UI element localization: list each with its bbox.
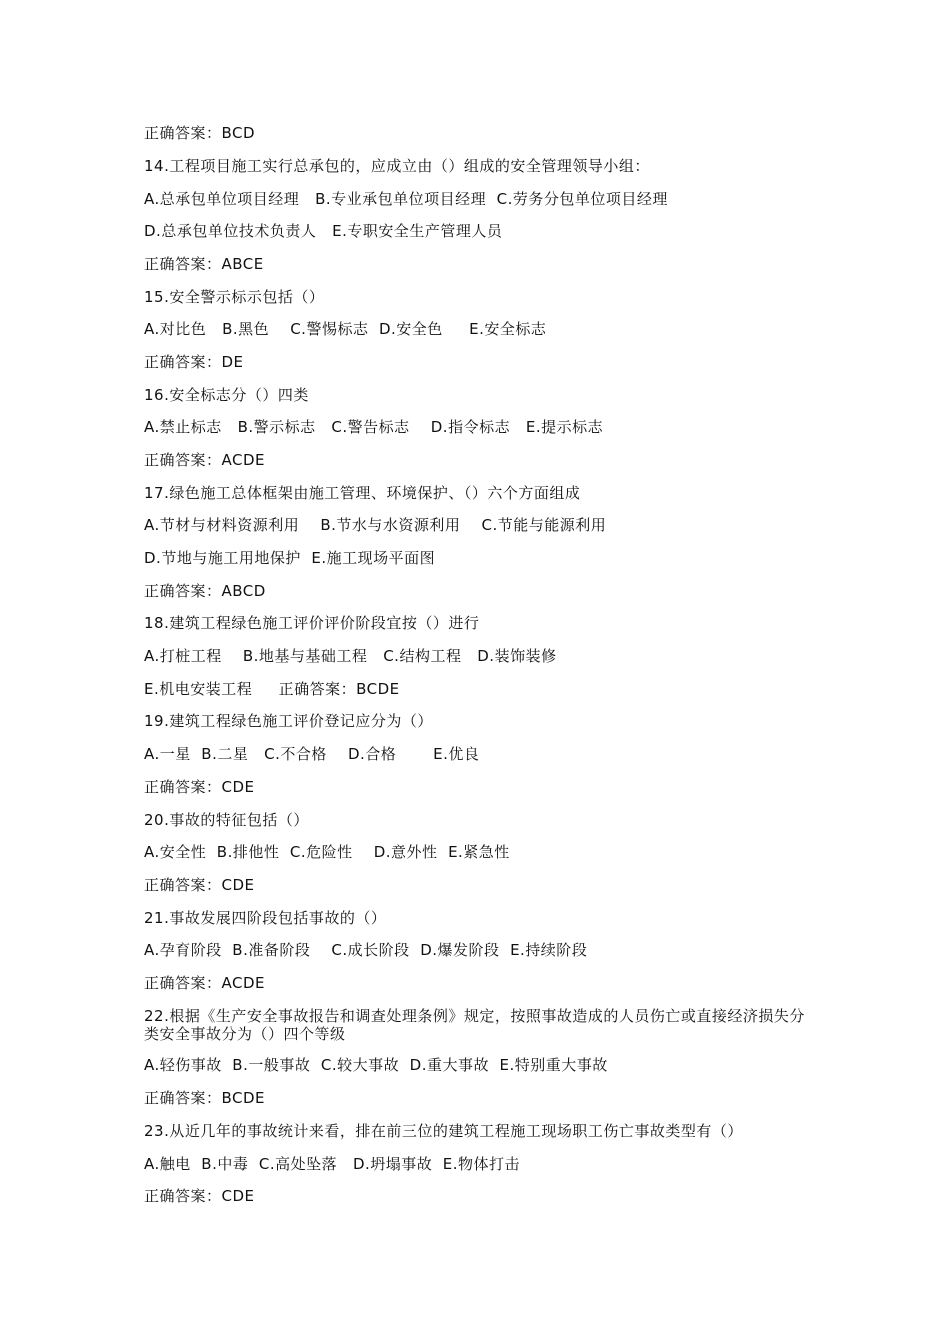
answer-line: 正确答案：DE [144, 353, 244, 371]
options-line: A.打桩工程 B.地基与基础工程 C.结构工程 D.装饰装修 [144, 647, 557, 665]
answer-line: 正确答案：BCDE [144, 1089, 266, 1107]
question-22: 22.根据《生产安全事故报告和调查处理条例》规定，按照事故造成的人员伤亡或直接经济损失分类安全事故分为（）四个等级 [144, 1007, 805, 1043]
options-line: A.节材与材料资源利用 B.节水与水资源利用 C.节能与能源利用 [144, 516, 607, 534]
question-19: 19.建筑工程绿色施工评价登记应分为（） [144, 712, 433, 730]
question-18: 18.建筑工程绿色施工评价评价阶段宜按（）进行 [144, 614, 480, 632]
question-20: 20.事故的特征包括（） [144, 811, 309, 829]
options-line: D.总承包单位技术负责人 E.专职安全生产管理人员 [144, 222, 503, 240]
options-line: A.一星 B.二星 C.不合格 D.合格 E.优良 [144, 745, 480, 763]
options-line: A.对比色 B.黑色 C.警惕标志 D.安全色 E.安全标志 [144, 320, 547, 338]
options-line: A.禁止标志 B.警示标志 C.警告标志 D.指令标志 E.提示标志 [144, 418, 604, 436]
options-line: A.孕育阶段 B.准备阶段 C.成长阶段 D.爆发阶段 E.持续阶段 [144, 941, 588, 959]
answer-line: 正确答案：ACDE [144, 974, 265, 992]
options-line: D.节地与施工用地保护 E.施工现场平面图 [144, 549, 436, 567]
options-line: A.触电 B.中毒 C.高处坠落 D.坍塌事故 E.物体打击 [144, 1155, 521, 1173]
answer-line: 正确答案：CDE [144, 876, 255, 894]
options-line: A.总承包单位项目经理 B.专业承包单位项目经理 C.劳务分包单位项目经理 [144, 190, 668, 208]
question-17: 17.绿色施工总体框架由施工管理、环境保护、（）六个方面组成 [144, 484, 581, 502]
answer-line: 正确答案：CDE [144, 1187, 255, 1205]
question-15: 15.安全警示标示包括（） [144, 288, 325, 306]
answer-line: 正确答案：BCD [144, 124, 256, 142]
options-line: A.轻伤事故 B.一般事故 C.较大事故 D.重大事故 E.特别重大事故 [144, 1056, 608, 1074]
answer-line: 正确答案：ACDE [144, 451, 265, 469]
options-line: A.安全性 B.排他性 C.危险性 D.意外性 E.紧急性 [144, 843, 510, 861]
question-23: 23.从近几年的事故统计来看，排在前三位的建筑工程施工现场职工伤亡事故类型有（） [144, 1122, 743, 1140]
options-line: E.机电安装工程 正确答案：BCDE [144, 680, 400, 698]
question-21: 21.事故发展四阶段包括事故的（） [144, 909, 387, 927]
question-16: 16.安全标志分（）四类 [144, 386, 309, 404]
question-14: 14.工程项目施工实行总承包的，应成立由（）组成的安全管理领导小组： [144, 157, 650, 175]
answer-line: 正确答案：ABCE [144, 255, 264, 273]
answer-line: 正确答案：ABCD [144, 582, 266, 600]
answer-line: 正确答案：CDE [144, 778, 255, 796]
